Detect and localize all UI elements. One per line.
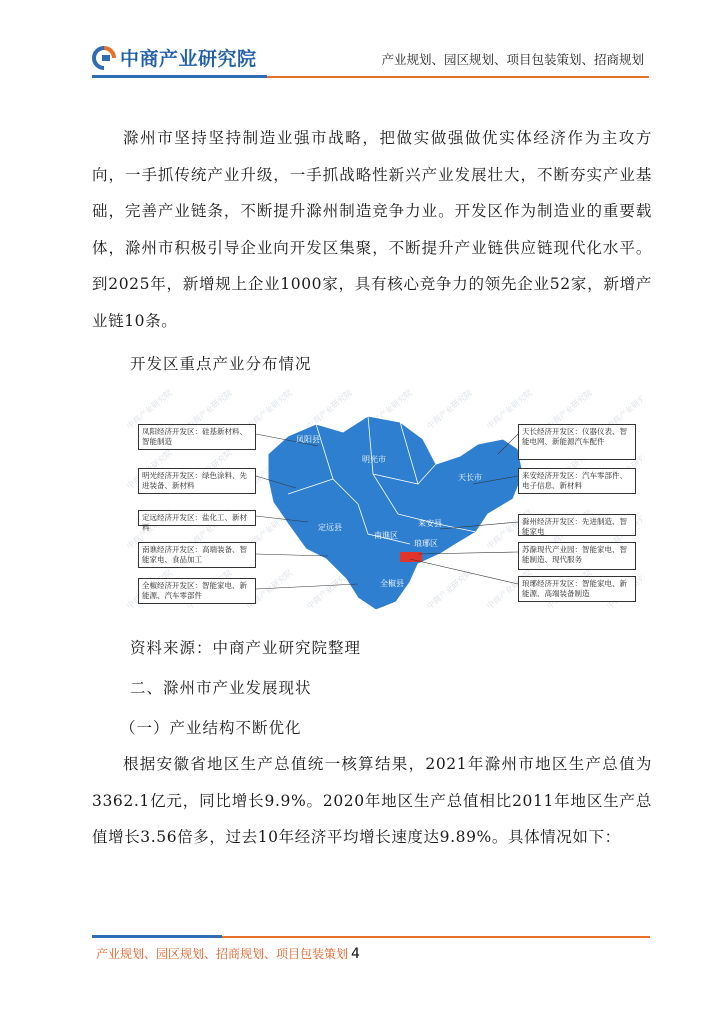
section-heading: 二、滁州市产业发展现状 [130,679,312,697]
footer-divider-blue [92,935,222,938]
page-footer [96,945,360,962]
region-label-langya: 琅琊区 [414,539,438,548]
callout-left-1: 凤阳经济开发区：硅基新材料、智能制造 [138,424,256,450]
region-label-fengyang: 凤阳县 [296,435,320,444]
region-label-laian: 来安县 [418,519,442,528]
header-slogan: 产业规划、园区规划、项目包装策划、招商规划 [381,52,644,67]
callout-right-5: 琅琊经济开发区：智能家电、新能源、高端装备制造 [518,576,636,602]
subsection-heading: （一）产业结构不断优化 [120,719,302,737]
callout-left-2: 明光经济开发区：绿色涂料、先进装备、新材料 [138,468,256,494]
callout-left-5: 全椒经济开发区：智能家电、新能源、汽车零部件 [138,578,256,604]
header-divider-orange [267,76,649,78]
callout-left-4: 南谯经济开发区：高端装备、智能家电、食品加工 [138,542,256,568]
page-number: 4 [351,946,360,962]
footer-divider-orange [222,936,650,938]
callout-right-2: 来安经济开发区：汽车零部件、电子信息、新材料 [518,468,636,494]
region-label-quanjiao: 全椒县 [380,579,404,588]
source-note: 资料来源：中商产业研究院整理 [130,639,362,657]
region-label-mingguang: 明光市 [362,455,386,464]
footer-slogan: 产业规划、园区规划、招商规划、项目包装策划 [96,947,349,961]
callout-right-3: 滁州经济开发区：先进制造、智能家电 [518,514,636,536]
region-label-dingyuan: 定远县 [318,523,342,532]
map-highlight [400,552,422,562]
header-divider-blue [92,75,267,78]
callout-right-1: 天长经济开发区：仪器仪表、智能电网、新能源汽车配件 [518,424,636,460]
callout-right-4: 苏滁现代产业园：智能家电、智能制造、现代服务 [518,542,636,570]
logo[interactable] [92,44,257,71]
body-paragraph-2: 根据安徽省地区生产总值统一核算结果，2021年滁州市地区生产总值为3362.1亿元，同比增长9.9%。2020年地区生产总值相比2011年地区生产总值增长3.56倍多，过去10年经济平均增长速度达9.89%。具体情况如下： [92,755,652,846]
region-label-tianchang: 天长市 [458,473,482,482]
page-header [0,0,724,90]
body-paragraph-1: 滁州市坚持坚持制造业强市战略，把做实做强做优实体经济作为主攻方向，一手抓传统产业升级，一手抓战略性新兴产业发展壮大，不断夯实产业基础，完善产业链条，不断提升滁州制造竞争力业。开发区作为制造业的重要载体，滁州市积极引导企业向开发区集聚，不断提升产业链供应链现代化水平。到2025年，新增规上企业1000家，具有核心竞争力的领先企业52家，新增产业链10条。 [92,129,652,330]
map-caption: 开发区重点产业分布情况 [130,355,312,373]
development-zone-map [118,384,642,620]
logo-text: 中商产业研究院 [120,48,257,70]
region-label-nanqiao: 南谯区 [374,531,398,540]
logo-icon [92,46,116,70]
callout-left-3: 定远经济开发区：盐化工、新材料 [138,510,256,526]
